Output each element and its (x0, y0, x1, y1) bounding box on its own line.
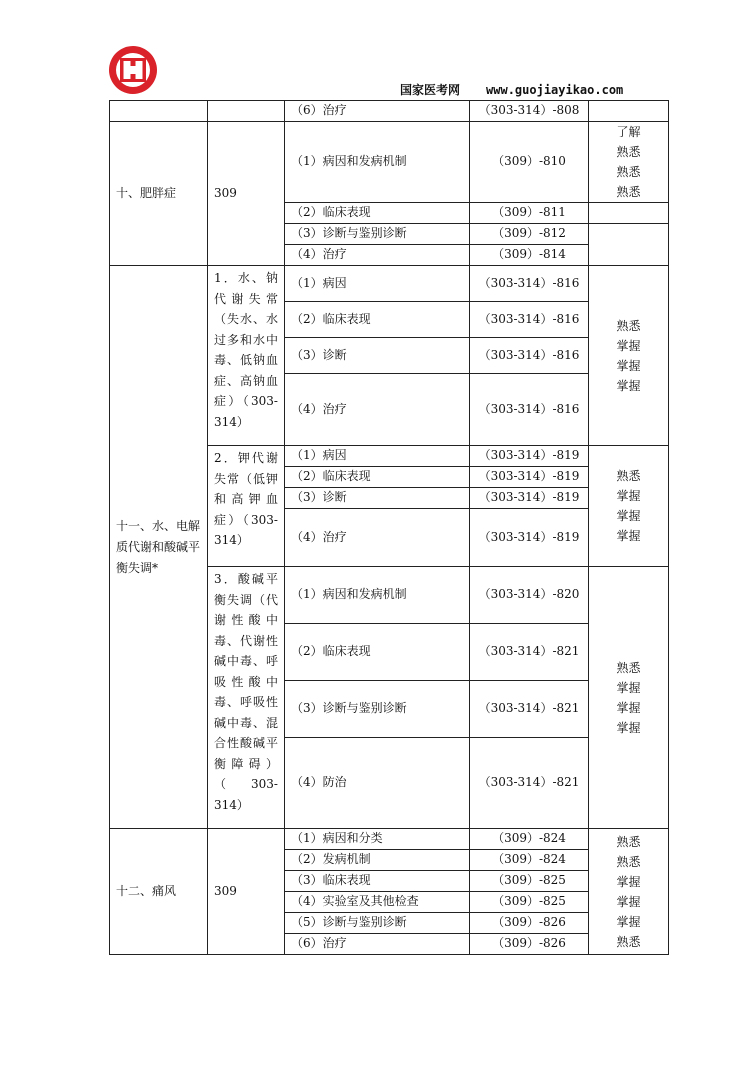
item-cell: （3）诊断与鉴别诊断 (285, 681, 470, 738)
pages-cell: （309）-812 (470, 224, 589, 245)
pages-cell: （303-314）-821 (470, 681, 589, 738)
item-cell: （2）发病机制 (285, 850, 470, 871)
pages-cell: （309）-810 (470, 122, 589, 203)
syllabus-table (109, 100, 669, 955)
item-cell: （1）病因 (285, 446, 470, 467)
item-cell: （4）治疗 (285, 509, 470, 567)
item-cell: （1）病因和发病机制 (285, 122, 470, 203)
pages-cell: （303-314）-819 (470, 446, 589, 467)
pages-cell: （309）-824 (470, 829, 589, 850)
item-cell: （6）治疗 (285, 101, 470, 122)
level-cell: 熟悉 掌握 掌握 掌握 (589, 266, 669, 446)
item-cell: （1）病因和发病机制 (285, 567, 470, 624)
pages-cell: （303-314）-820 (470, 567, 589, 624)
item-cell: （4）治疗 (285, 245, 470, 266)
level-cell: 熟悉 掌握 掌握 掌握 (589, 567, 669, 829)
item-cell: （1）病因 (285, 266, 470, 302)
subgroup-label: 2．钾代谢失常（低钾和高钾血症）（303-314） (208, 446, 285, 567)
table-row (110, 101, 669, 122)
item-cell: （4）防治 (285, 738, 470, 829)
item-cell: （5）诊断与鉴别诊断 (285, 913, 470, 934)
pages-cell: （303-314）-821 (470, 624, 589, 681)
pages-cell: （309）-814 (470, 245, 589, 266)
item-cell: （2）临床表现 (285, 302, 470, 338)
site-logo (108, 45, 158, 95)
pages-cell: （303-314）-819 (470, 467, 589, 488)
pages-cell: （303-314）-816 (470, 302, 589, 338)
pages-cell: （303-314）-808 (470, 101, 589, 122)
section-title: 十、肥胖症 (110, 122, 208, 266)
item-cell: （1）病因和分类 (285, 829, 470, 850)
pages-cell: （309）-826 (470, 913, 589, 934)
pages-cell: （303-314）-821 (470, 738, 589, 829)
pages-cell: （309）-825 (470, 892, 589, 913)
site-name: 国家医考网 (400, 83, 461, 97)
item-cell: （2）临床表现 (285, 467, 470, 488)
level-cell: 熟悉 掌握 掌握 掌握 (589, 446, 669, 567)
item-cell: （3）诊断与鉴别诊断 (285, 224, 470, 245)
item-cell: （4）治疗 (285, 374, 470, 446)
item-cell: （4）实验室及其他检查 (285, 892, 470, 913)
level-cell: 熟悉 熟悉 掌握 掌握 掌握 熟悉 (589, 829, 669, 955)
table-row (110, 266, 669, 302)
level-cell: 了解 熟悉 熟悉 熟悉 (589, 122, 669, 203)
section-title: 十一、水、电解质代谢和酸碱平衡失调* (110, 266, 208, 829)
item-cell: （3）临床表现 (285, 871, 470, 892)
pages-cell: （309）-826 (470, 934, 589, 955)
subgroup-label: 3．酸碱平衡失调（代谢性酸中毒、代谢性碱中毒、呼吸性酸中毒、呼吸性碱中毒、混合性酸碱平衡障碍）（303-314） (208, 567, 285, 829)
item-cell: （6）治疗 (285, 934, 470, 955)
pages-cell: （303-314）-819 (470, 488, 589, 509)
pages-cell: （303-314）-816 (470, 266, 589, 302)
pages-cell: （303-314）-816 (470, 374, 589, 446)
item-cell: （2）临床表现 (285, 203, 470, 224)
pages-cell: （309）-811 (470, 203, 589, 224)
table-row (110, 829, 669, 850)
site-header (400, 81, 623, 98)
item-cell: （3）诊断 (285, 338, 470, 374)
section-title: 十二、痛风 (110, 829, 208, 955)
section-ref: 309 (208, 829, 285, 955)
pages-cell: （303-314）-816 (470, 338, 589, 374)
item-cell: （2）临床表现 (285, 624, 470, 681)
item-cell: （3）诊断 (285, 488, 470, 509)
section-ref: 309 (208, 122, 285, 266)
pages-cell: （309）-825 (470, 871, 589, 892)
site-url[interactable]: www.guojiayikao.com (486, 83, 624, 97)
table-row (110, 122, 669, 203)
pages-cell: （303-314）-819 (470, 509, 589, 567)
pages-cell: （309）-824 (470, 850, 589, 871)
subgroup-label: 1．水、钠代谢失常（失水、水过多和水中毒、低钠血症、高钠血症）（303-314） (208, 266, 285, 446)
